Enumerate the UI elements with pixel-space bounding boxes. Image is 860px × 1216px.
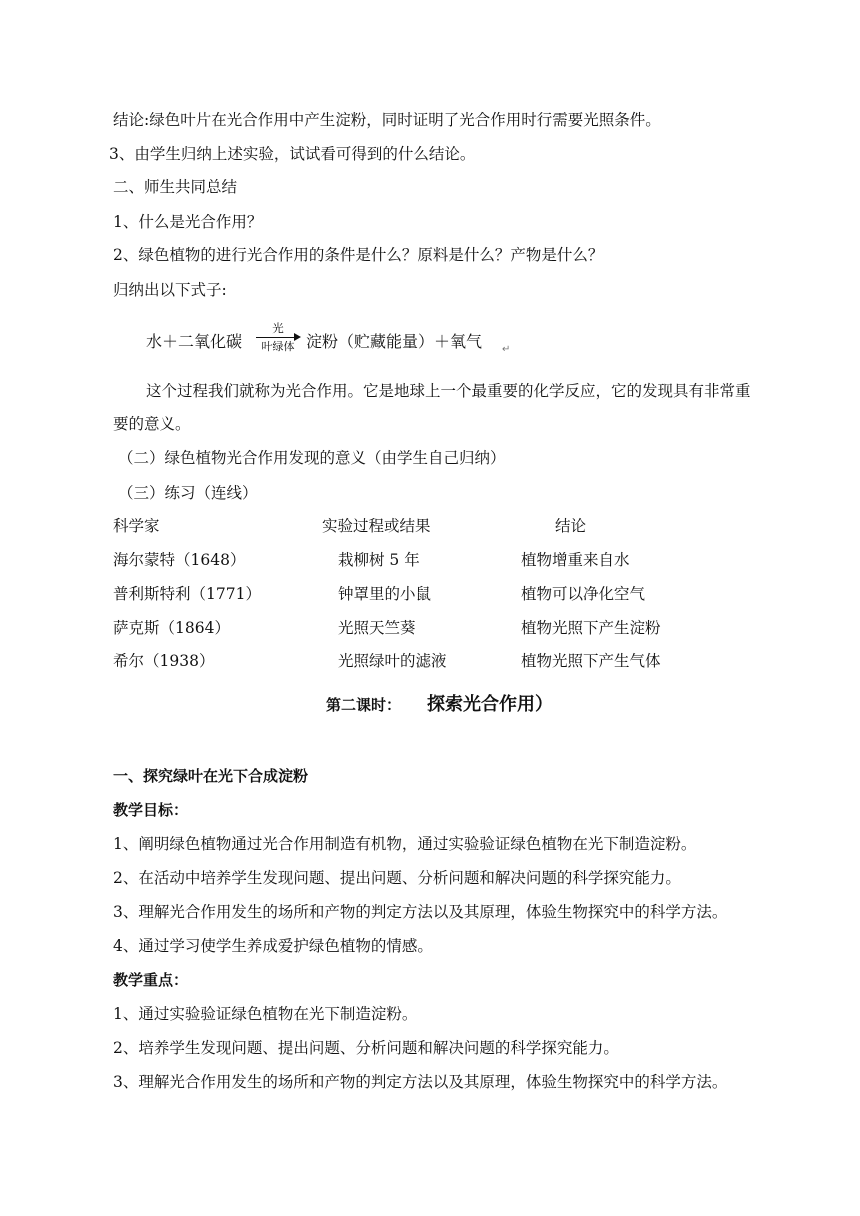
key-point-item: 1、通过实验验证绿色植物在光下制造淀粉。	[113, 1005, 418, 1023]
table-cell: 光照天竺葵	[338, 619, 416, 637]
table-cell: 植物光照下产生气体	[521, 652, 661, 670]
table-cell: 希尔（1938）	[113, 652, 215, 670]
table-header-process: 实验过程或结果	[322, 517, 431, 535]
goal-item: 1、阐明绿色植物通过光合作用制造有机物，通过实验验证绿色植物在光下制造淀粉。	[113, 835, 697, 853]
key-point-item: 3、理解光合作用发生的场所和产物的判定方法以及其原理，体验生物探究中的科学方法。	[113, 1073, 728, 1091]
key-points-title: 教学重点：	[113, 971, 189, 989]
table-cell: 萨克斯（1864）	[113, 619, 230, 637]
lesson-2-heading	[326, 690, 553, 716]
arrow-shaft	[256, 337, 298, 338]
goal-item: 3、理解光合作用发生的场所和产物的判定方法以及其原理，体验生物探究中的科学方法。	[113, 903, 728, 921]
arrow-head-icon	[294, 333, 301, 341]
question-1: 1、什么是光合作用？	[113, 213, 263, 231]
explain-line-1: 这个过程我们就称为光合作用。它是地球上一个最重要的化学反应，它的发现具有非常重	[146, 382, 751, 400]
subsection-3: （三）练习（连线）	[118, 484, 258, 502]
goals-title: 教学目标：	[113, 801, 189, 819]
lesson-2-title: 探索光合作用）	[427, 694, 554, 715]
table-cell: 钟罩里的小鼠	[338, 585, 432, 603]
table-cell: 普利斯特利（1771）	[113, 585, 261, 603]
arrow-condition-light: 光	[272, 321, 284, 335]
table-header-conclusion: 结论	[555, 517, 587, 535]
goal-item: 2、在活动中培养学生发现问题、提出问题、分析问题和解决问题的科学探究能力。	[113, 869, 681, 887]
induce-text: 归纳出以下式子:	[113, 281, 227, 299]
reaction-arrow	[254, 322, 302, 358]
part-1-heading: 一、探究绿叶在光下合成淀粉	[113, 767, 309, 785]
lesson-2-label: 第二课时：	[326, 696, 402, 714]
equation-products: 淀粉（贮藏能量）＋氧气	[306, 332, 483, 351]
table-cell: 光照绿叶的滤液	[338, 652, 447, 670]
return-mark-icon: ↵	[502, 344, 511, 355]
section-2-heading: 二、师生共同总结	[113, 178, 238, 196]
conclusion-text: 结论:绿色叶片在光合作用中产生淀粉，同时证明了光合作用时行需要光照条件。	[113, 111, 661, 129]
step-3-text: 3、由学生归纳上述实验，试试看可得到的什么结论。	[109, 145, 476, 163]
question-2: 2、绿色植物的进行光合作用的条件是什么？原料是什么？产物是什么？	[113, 246, 604, 264]
photosynthesis-equation	[146, 322, 566, 362]
table-cell: 植物可以净化空气	[521, 585, 646, 603]
table-cell: 海尔蒙特（1648）	[113, 551, 246, 569]
explain-line-2: 要的意义。	[113, 415, 191, 433]
goal-item: 4、通过学习使学生养成爱护绿色植物的情感。	[113, 937, 433, 955]
table-header-scientist: 科学家	[113, 517, 160, 535]
table-cell: 植物增重来自水	[521, 551, 630, 569]
key-point-item: 2、培养学生发现问题、提出问题、分析问题和解决问题的科学探究能力。	[113, 1039, 619, 1057]
table-cell: 植物光照下产生淀粉	[521, 619, 661, 637]
arrow-condition-chloroplast: 叶绿体	[261, 340, 295, 353]
table-cell: 栽柳树 5 年	[338, 551, 420, 569]
subsection-2: （二）绿色植物光合作用发现的意义（由学生自己归纳）	[118, 449, 506, 467]
equation-reactants: 水＋二氧化碳	[146, 332, 243, 351]
